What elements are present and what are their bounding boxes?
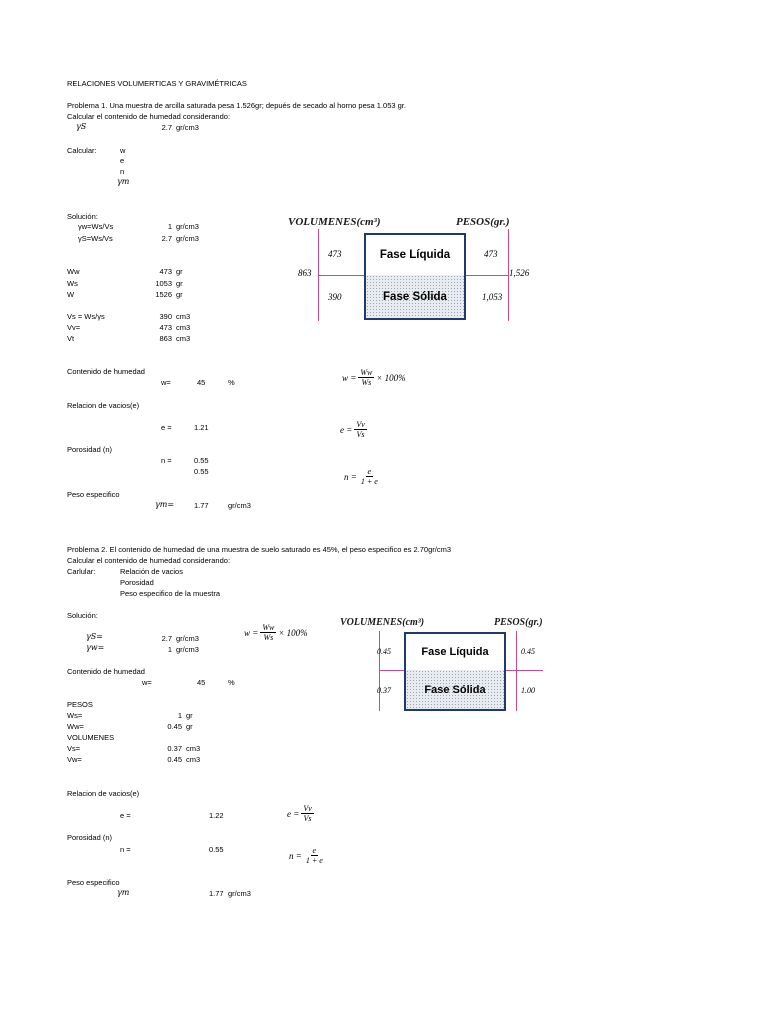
p2-weight-liquid: 0.45 [521,647,535,656]
p2-dim-tick [506,670,543,671]
p2-e-value: 1.22 [209,811,224,820]
p1-w-unit: % [228,378,235,387]
p1-w-value: 45 [197,378,206,387]
p1-dim-tick [318,275,364,276]
p1-porosity-formula [344,467,380,486]
p1-volume-value: 390 [159,312,172,321]
formula-lhs: e = [287,808,300,819]
p2-gs-value: 2.7 [161,634,172,643]
p1-gs2-value: 2.7 [161,234,172,243]
p2-gw-value: 1 [167,645,172,654]
formula-rhs: × 100% [376,372,406,383]
p2-ww-label: Ww= [67,722,84,731]
p1-volume-label: Vs = Ws/γs [67,312,105,321]
formula-fraction [358,368,374,387]
p1-gs2-unit: gr/cm3 [176,234,199,243]
p2-ws-unit: gr [186,711,193,720]
p2-porosity-label: Porosidad (n) [67,833,113,842]
p1-e-value: 1.21 [194,423,209,432]
p1-weight-label: Ws [67,279,78,288]
p1-n-value: 0.55 [194,456,209,465]
p1-gm-label: γm= [155,500,175,509]
p1-n-value-2: 0.55 [194,467,209,476]
formula-fraction [354,420,366,439]
formula-denominator: Vs [303,814,312,823]
p1-void-formula [340,420,367,439]
p1-weight-unit: gr [176,279,183,288]
p1-phase-box [364,233,466,320]
formula-numerator: Ww [360,368,373,377]
p2-volume-solid: 0.37 [377,686,391,695]
p1-calc-item: n [120,167,125,176]
formula-fraction [359,467,380,486]
p1-w-label: w= [161,378,171,387]
p2-ws-label: Ws= [67,711,83,720]
p1-gw-value: 1 [167,222,172,231]
formula-rhs: × 100% [278,627,308,638]
p1-humidity-formula [342,368,406,387]
p1-weight-solid: 1,053 [482,292,503,302]
p2-calc-label: Carlular: [67,567,96,576]
formula-lhs: e = [340,424,353,435]
p1-weight-value: 1053 [155,279,172,288]
p2-ww-value: 0.45 [167,722,182,731]
p2-vs-unit: cm3 [186,744,201,753]
formula-numerator: Vv [356,420,365,429]
p1-volume-liquid: 473 [328,249,342,259]
p2-volume-liquid: 0.45 [377,647,391,656]
p1-porosity-label: Porosidad (n) [67,445,113,454]
p2-humidity-label: Contenido de humedad [67,667,145,676]
p1-diagram-weights-title: PESOS(gr.) [456,216,510,228]
p2-phase-box [404,632,506,711]
formula-lhs: n = [289,850,302,861]
p1-calc-item: e [120,156,125,165]
p2-specific-weight-label: Peso especifico [67,878,120,887]
p2-weights-title: PESOS [67,700,93,709]
p1-gs-unit: gr/cm3 [176,123,199,132]
formula-fraction [301,804,313,823]
p2-vw-unit: cm3 [186,755,201,764]
formula-denominator: Ws [361,378,372,387]
p1-specific-weight-label: Peso especifico [67,490,120,499]
p2-calc-item: Peso especifico de la muestra [120,589,221,598]
p2-vw-value: 0.45 [167,755,182,764]
p1-n-label: n = [161,456,172,465]
p1-weight-value: 473 [159,267,172,276]
p1-gw-unit: gr/cm3 [176,222,199,231]
p2-statement: Problema 2. El contenido de humedad de una muestra de suelo saturado es 45%, el peso especifico es 2.70gr/cm3 [67,545,451,554]
p2-calc-item: Relación de vacios [120,567,183,576]
p1-humidity-label: Contenido de humedad [67,367,145,376]
p1-gs-symbol: γS [76,122,87,131]
p2-gm-unit: gr/cm3 [228,889,251,898]
p2-gs-unit: gr/cm3 [176,634,199,643]
p2-n-label: n = [120,845,131,854]
formula-numerator: e [367,467,372,476]
p2-e-label: e = [120,811,131,820]
p1-gs-value: 2.7 [161,123,172,132]
p2-vw-label: Vw= [67,755,82,764]
p1-gm-unit: gr/cm3 [228,501,251,510]
p2-dim-tick [379,670,404,671]
p1-statement: Problema 1. Una muestra de arcilla saturada pesa 1.526gr; depués de secado al horno pesa 1.053 gr. [67,101,406,110]
p1-weight-value: 1526 [155,290,172,299]
formula-denominator: Vs [356,430,365,439]
p2-gs-label: γS= [86,632,103,641]
p2-dim-line-weight [516,631,517,711]
p2-porosity-formula [289,846,325,865]
p1-volume-unit: cm3 [176,312,191,321]
p2-w-label: w= [142,678,152,687]
p1-dim-tick [466,275,508,276]
p2-gw-label: γw= [86,643,105,652]
formula-lhs: n = [344,471,357,482]
p1-liquid-phase: Fase Líquida [366,235,464,277]
p2-calc-intro: Calcular el contenido de humedad considerando: [67,556,231,565]
p1-gs-equation: γS=Ws/Vs [78,234,113,243]
p1-calc-item: w [120,146,126,155]
p1-solid-phase: Fase Sólida [366,275,464,318]
p1-weight-unit: gr [176,267,183,276]
formula-fraction [260,623,276,642]
p1-gm-value: 1.77 [194,501,209,510]
p1-volume-solid: 390 [328,292,342,302]
p1-volume-total: 863 [298,268,312,278]
p2-diagram-weights-title: PESOS(gr.) [494,617,543,628]
p1-volume-unit: cm3 [176,323,191,332]
p1-void-label: Relacion de vacios(e) [67,401,140,410]
p2-weight-solid: 1.00 [521,686,535,695]
p2-dim-line-volume [379,631,380,711]
p1-volume-label: Vv= [67,323,81,332]
formula-denominator: Ws [263,633,274,642]
p1-volume-value: 863 [159,334,172,343]
p1-weight-label: Ww [67,267,80,276]
p2-humidity-formula [244,623,308,642]
p2-vs-label: Vs= [67,744,81,753]
p1-volume-label: Vt [67,334,75,343]
p2-void-formula [287,804,314,823]
p2-calc-item: Porosidad [120,578,154,587]
document-title: RELACIONES VOLUMERTICAS Y GRAVIMÉTRICAS [67,79,247,88]
p1-volume-unit: cm3 [176,334,191,343]
formula-fraction [304,846,325,865]
p2-gw-unit: gr/cm3 [176,645,199,654]
p2-solution-label: Solución: [67,611,98,620]
p1-weight-unit: gr [176,290,183,299]
p1-solution-label: Solución: [67,212,98,221]
p2-gm-label: γm [117,888,130,897]
p1-e-label: e = [161,423,172,432]
formula-denominator: 1 + e [360,477,378,486]
p2-vs-value: 0.37 [167,744,182,753]
formula-lhs: w = [244,627,259,638]
formula-numerator: Vv [303,804,312,813]
formula-denominator: 1 + e [305,856,323,865]
p2-n-value: 0.55 [209,845,224,854]
p1-calc-item: γm [117,177,130,186]
p2-ww-unit: gr [186,722,193,731]
p2-void-label: Relacion de vacios(e) [67,789,140,798]
p1-diagram-volumes-title: VOLUMENES(cm³) [288,216,381,228]
p1-weight-total: 1,526 [509,268,530,278]
p2-w-value: 45 [197,678,206,687]
p1-calc-intro: Calcular el contenido de humedad considerando: [67,112,231,121]
p1-volume-value: 473 [159,323,172,332]
formula-numerator: e [312,846,317,855]
p2-w-unit: % [228,678,235,687]
p2-volumes-title: VOLUMENES [67,733,115,742]
p2-diagram-volumes-title: VOLUMENES(cm³) [340,617,425,628]
p2-ws-value: 1 [177,711,182,720]
formula-lhs: w = [342,372,357,383]
p1-weight-liquid: 473 [484,249,498,259]
p2-liquid-phase: Fase Líquida [406,634,504,672]
p1-calc-label: Calcular: [67,146,97,155]
p1-gw-equation: γw=Ws/Vs [78,222,114,231]
p1-weight-label: W [67,290,75,299]
formula-numerator: Ww [262,623,275,632]
p2-solid-phase: Fase Sólida [406,670,504,709]
p2-gm-value: 1.77 [209,889,224,898]
